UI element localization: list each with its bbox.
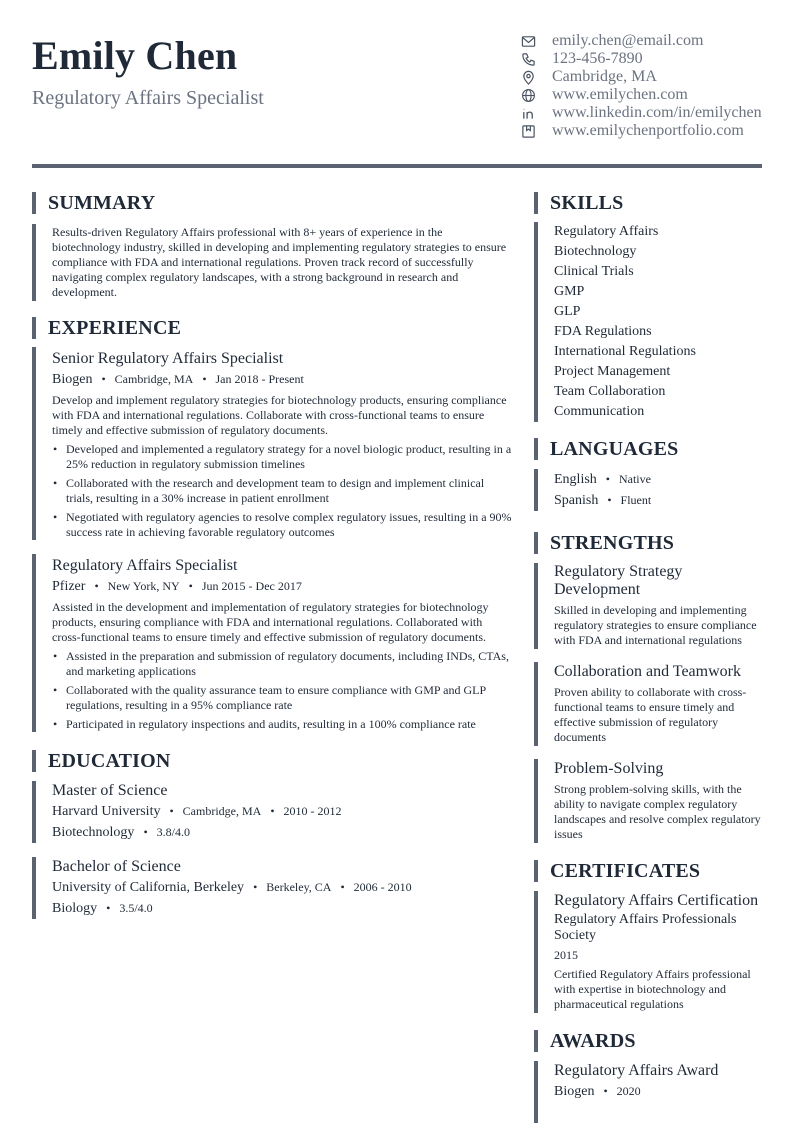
job-title: Senior Regulatory Affairs Specialist [52, 350, 284, 367]
job-meta [52, 576, 512, 597]
contact-phone-text: 123-456-7890 [552, 50, 643, 67]
language-level: Fluent [620, 493, 652, 507]
strength-name: Regulatory Strategy Development [554, 563, 683, 598]
field-of-study: Biotechnology [52, 825, 135, 840]
job-company: Biogen [52, 372, 93, 387]
language-name: English [554, 472, 597, 487]
education-dates: 2006 - 2010 [353, 880, 412, 894]
education-heading: EDUCATION [32, 750, 512, 772]
summary-section [32, 224, 512, 301]
strength-item [534, 563, 762, 649]
separator-dot: • [202, 372, 207, 386]
job-dates: Jun 2015 - Dec 2017 [201, 579, 302, 593]
skill-item: Communication [554, 404, 645, 419]
education-meta [52, 801, 512, 822]
education-meta [52, 877, 512, 898]
job-dates: Jan 2018 - Present [215, 372, 304, 386]
award-meta [554, 1081, 762, 1102]
gpa: 3.8/4.0 [156, 825, 190, 839]
strength-text: Skilled in developing and implementing regulatory strategies to ensure compliance with FDA and international regulations [554, 603, 757, 647]
job-company: Pfizer [52, 579, 86, 594]
right-column [534, 192, 762, 1123]
language-item [554, 490, 762, 511]
contact-list [520, 32, 770, 140]
separator-dot: • [607, 493, 612, 507]
summary-text: Results-driven Regulatory Affairs professional with 8+ years of experience in the biotechnology industry, skilled in developing and implementing regulatory strategies to ensure compliance with FDA and international regulations. Proven track record of successfully navigating complex regulatory landscapes, with a strong background in research and development. [52, 225, 507, 299]
skill-item: Project Management [554, 364, 671, 379]
separator-dot: • [101, 372, 106, 386]
separator-dot: • [106, 901, 111, 915]
award-year: 2020 [616, 1084, 641, 1098]
left-column [32, 192, 512, 919]
contact-linkedin-text: www.linkedin.com/in/emilychen [552, 104, 762, 121]
degree: Bachelor of Science [52, 858, 181, 875]
contact-website-text: www.emilychen.com [552, 86, 688, 103]
education-dates: 2010 - 2012 [283, 804, 342, 818]
separator-dot: • [340, 880, 345, 894]
award-issuer: Biogen [554, 1084, 595, 1099]
experience-item [32, 347, 512, 540]
contact-phone[interactable] [520, 50, 770, 68]
job-bullet: • Negotiated with regulatory agencies to resolve complex regulatory issues, resulting in a 90% success rate in achieving favorable regulatory outcomes [52, 510, 512, 540]
header-divider [32, 164, 762, 168]
certificate-text: Certified Regulatory Affairs professional with expertise in biotechnology and pharmaceutical regulations [554, 967, 751, 1011]
job-bullet: • Participated in regulatory inspections and audits, resulting in a 100% compliance rate [52, 717, 512, 732]
separator-dot: • [603, 1084, 608, 1098]
separator-dot: • [94, 579, 99, 593]
mail-icon [520, 33, 536, 49]
portfolio-icon [520, 123, 536, 139]
job-bullet: • Assisted in the preparation and submission of regulatory documents, including INDs, CTAs, and marketing applications [52, 649, 512, 679]
certificate-name: Regulatory Affairs Certification [554, 892, 759, 909]
education-field-row [52, 898, 512, 919]
candidate-name: Emily Chen [32, 33, 238, 78]
job-bullet: • Collaborated with the quality assurance team to ensure compliance with GMP and GLP regulations, resulting in a 95% compliance rate [52, 683, 512, 713]
job-description: Assisted in the development and implementation of regulatory strategies for biotechnology products, ensuring compliance with FDA and international regulations. Collaborated with cross-functional teams to ensure timely and effective submission of regulatory documents. [52, 600, 489, 644]
strength-text: Proven ability to collaborate with cross-functional teams to ensure timely and effective submission of regulatory documents [554, 685, 747, 744]
language-name: Spanish [554, 493, 599, 508]
experience-item [32, 554, 512, 732]
separator-dot: • [143, 825, 148, 839]
job-bullet: • Collaborated with the research and development team to design and implement clinical trials, resulting in a 30% increase in patient enrollment [52, 476, 512, 506]
contact-location-text: Cambridge, MA [552, 68, 657, 85]
skill-item: Biotechnology [554, 244, 637, 259]
education-item [32, 781, 512, 843]
language-item [554, 469, 762, 490]
skill-item: International Regulations [554, 344, 696, 359]
certificate-issuer: Regulatory Affairs Professionals Society [554, 912, 737, 943]
linkedin-icon [520, 105, 536, 121]
languages-heading: LANGUAGES [534, 438, 762, 460]
strength-name: Collaboration and Teamwork [554, 663, 741, 680]
job-title: Regulatory Affairs Specialist [52, 557, 238, 574]
skill-item: GMP [554, 284, 585, 299]
experience-heading: EXPERIENCE [32, 317, 512, 339]
skill-item: FDA Regulations [554, 324, 652, 339]
school: Harvard University [52, 804, 161, 819]
skill-item: Clinical Trials [554, 264, 634, 279]
certificate-item [534, 891, 762, 1013]
languages-section [534, 469, 762, 511]
education-field-row [52, 822, 512, 843]
strength-item [534, 759, 762, 843]
skill-item: Regulatory Affairs [554, 224, 659, 239]
certificates-heading: CERTIFICATES [534, 860, 762, 882]
job-bullets [52, 649, 512, 732]
resume-header [32, 30, 762, 150]
skills-heading: SKILLS [534, 192, 762, 214]
degree: Master of Science [52, 782, 168, 799]
contact-email-text: emily.chen@email.com [552, 32, 704, 49]
contact-portfolio-text: www.emilychenportfolio.com [552, 122, 744, 139]
separator-dot: • [253, 880, 258, 894]
separator-dot: • [270, 804, 275, 818]
school-location: Berkeley, CA [266, 880, 332, 894]
contact-website[interactable] [520, 86, 770, 104]
field-of-study: Biology [52, 901, 98, 916]
awards-heading: AWARDS [534, 1030, 762, 1052]
job-description: Develop and implement regulatory strategies for biotechnology products, ensuring compliance with FDA and international regulations. Collaborate with cross-functional teams to ensure timely and effective submission of regulatory documents. [52, 393, 507, 437]
strength-item [534, 662, 762, 746]
skill-item: GLP [554, 304, 581, 319]
candidate-role: Regulatory Affairs Specialist [32, 87, 264, 109]
school: University of California, Berkeley [52, 880, 245, 895]
contact-linkedin[interactable] [520, 104, 770, 122]
strengths-heading: STRENGTHS [534, 532, 762, 554]
job-location: Cambridge, MA [114, 372, 194, 386]
separator-dot: • [188, 579, 193, 593]
skill-item: Team Collaboration [554, 384, 666, 399]
contact-portfolio[interactable] [520, 122, 770, 140]
education-item [32, 857, 512, 919]
summary-heading: SUMMARY [32, 192, 512, 214]
job-bullets [52, 442, 512, 540]
separator-dot: • [605, 472, 610, 486]
strength-text: Strong problem-solving skills, with the ability to navigate complex regulatory landscapes and resolve complex regulatory issues [554, 782, 761, 841]
contact-email[interactable] [520, 32, 770, 50]
award-name: Regulatory Affairs Award [554, 1062, 719, 1079]
skills-section [534, 222, 762, 422]
job-meta [52, 369, 512, 390]
award-item [534, 1061, 762, 1123]
contact-location [520, 68, 770, 86]
job-location: New York, NY [107, 579, 180, 593]
location-icon [520, 69, 536, 85]
job-bullet: • Developed and implemented a regulatory strategy for a novel biologic product, resulting in a 25% reduction in regulatory submission timelines [52, 442, 512, 472]
globe-icon [520, 87, 536, 103]
phone-icon [520, 51, 536, 67]
separator-dot: • [169, 804, 174, 818]
gpa: 3.5/4.0 [119, 901, 153, 915]
strength-name: Problem-Solving [554, 760, 664, 777]
language-level: Native [618, 472, 651, 486]
school-location: Cambridge, MA [182, 804, 262, 818]
certificate-year: 2015 [554, 948, 578, 962]
